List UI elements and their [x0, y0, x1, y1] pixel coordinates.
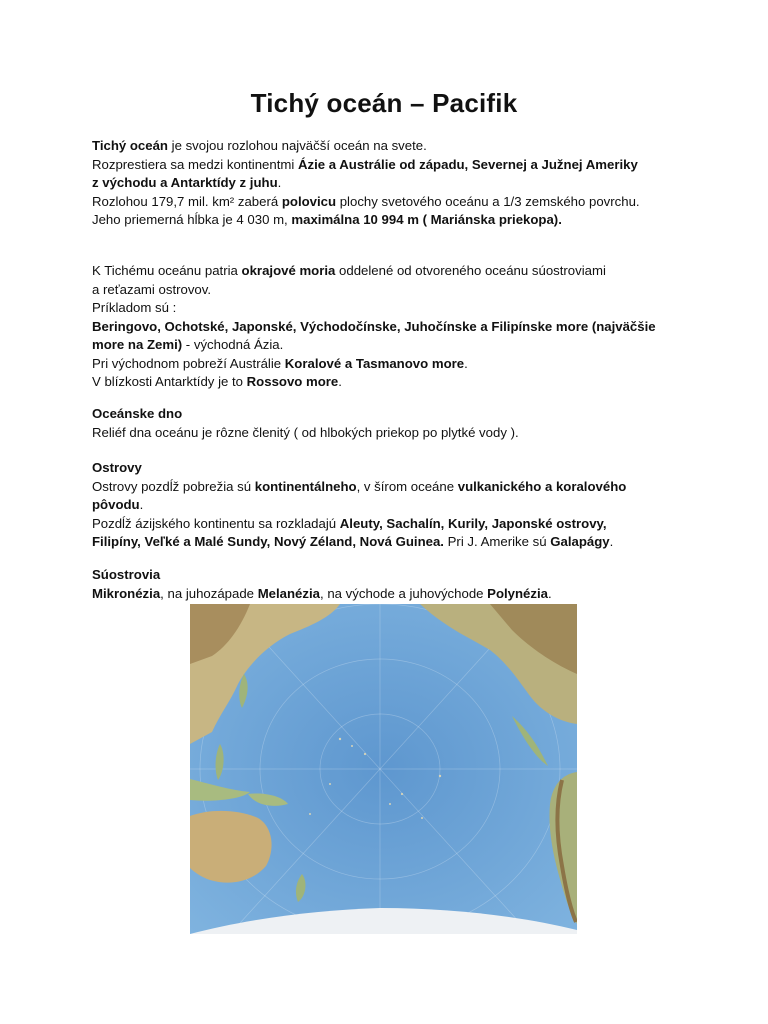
section-heading: [92, 566, 692, 585]
bold-text: kontinentálneho: [254, 478, 357, 494]
text: - východná Ázia.: [182, 337, 284, 352]
islands-line-3: [92, 515, 692, 534]
bold-text: pôvodu: [92, 497, 140, 512]
seas-line-6: [92, 355, 692, 374]
text: .: [548, 585, 552, 601]
seas-line-7: [92, 373, 692, 392]
text: V blízkosti Antarktídy je to: [92, 374, 247, 389]
pacific-relief-map: [190, 604, 577, 934]
text: .: [139, 497, 144, 512]
islands-line-1: [92, 478, 692, 497]
text: Pozdĺž ázijského kontinentu sa rozkladajú: [92, 515, 340, 531]
bold-text: vulkanického a koralového: [457, 478, 627, 494]
seas-paragraph: [92, 262, 692, 392]
text: Pri J. Amerike sú: [443, 534, 551, 549]
bold-text: Koralové a Tasmanovo more: [284, 355, 465, 371]
text: , v šírom oceáne: [356, 478, 458, 494]
seas-line-5: [92, 336, 692, 355]
intro-line-4: [92, 193, 692, 212]
bold-text: Rossovo more: [246, 374, 339, 389]
islands-section: [92, 459, 692, 552]
bold-text: Beringovo, Ochotské, Japonské, Východočínske, Juhočínske a Filipínske more (najväčšie: [92, 318, 656, 334]
intro-line-1: [92, 137, 692, 156]
text: K Tichému oceánu patria: [92, 263, 242, 278]
seas-line-4: [92, 318, 692, 337]
intro-line-2: [92, 156, 692, 175]
map-graphic: [190, 604, 577, 934]
section-heading: [92, 405, 692, 424]
seas-line-1: [92, 262, 692, 281]
bold-text: more na Zemi): [92, 337, 183, 352]
bold-text: Mikronézia: [92, 585, 161, 601]
bold-text: Súostrovia: [92, 567, 161, 582]
islands-line-2: [92, 496, 692, 515]
archipelagos-line-1: [92, 585, 692, 604]
islands-line-4: [92, 533, 692, 552]
bold-text: Melanézia: [257, 585, 320, 601]
bold-text: maximálna 10 994 m ( Mariánska priekopa).: [291, 212, 562, 227]
page-title: Tichý oceán – Pacifik: [250, 88, 518, 118]
text: je svojou rozlohou najväčší oceán na svete.: [167, 138, 427, 153]
bold-text: Ázie a Austrálie od západu, Severnej a Južnej Ameriky: [297, 156, 638, 172]
text: oddelené od otvoreného oceánu súostroviami: [335, 263, 606, 278]
text: , na východe a juhovýchode: [320, 585, 488, 601]
text: plochy svetového oceánu a 1/3 zemského povrchu.: [336, 193, 640, 209]
text: Rozprestiera sa medzi kontinentmi: [92, 156, 298, 172]
bold-text: Aleuty, Sachalín, Kurily, Japonské ostrovy,: [339, 515, 607, 531]
bold-text: Filipíny, Veľké a Malé Sundy, Nový Zéland, Nová Guinea.: [92, 534, 444, 549]
text: Ostrovy pozdĺž pobrežia sú: [92, 478, 255, 494]
text: .: [464, 355, 468, 371]
text: .: [609, 534, 614, 549]
text: , na juhozápade: [160, 585, 258, 601]
text: .: [338, 374, 342, 389]
bold-text: polovicu: [281, 193, 337, 209]
intro-line-3: [92, 174, 692, 193]
floor-section: [92, 405, 692, 442]
bold-text: Ostrovy: [92, 460, 142, 475]
bold-text: Polynézia: [487, 585, 548, 601]
bold-text: Galapágy: [550, 534, 610, 549]
text: Rozlohou 179,7 mil. km² zaberá: [92, 193, 282, 209]
intro-paragraph: [92, 137, 692, 230]
text: .: [277, 175, 282, 190]
bold-text: okrajové moria: [241, 263, 336, 278]
australia: [190, 811, 272, 883]
text: Jeho priemerná hĺbka je 4 030 m,: [92, 212, 292, 227]
bold-text: Tichý oceán: [92, 138, 168, 153]
seas-line-3: Príkladom sú :: [92, 300, 177, 315]
intro-line-5: [92, 211, 692, 230]
section-heading: [92, 459, 692, 478]
text: Pri východnom pobreží Austrálie: [92, 355, 285, 371]
floor-text: Reliéf dna oceánu je rôzne členitý ( od hlbokých priekop po plytké vody ).: [92, 424, 519, 440]
archipelagos-section: [92, 566, 692, 603]
seas-line-2: a reťazami ostrovov.: [92, 281, 212, 297]
bold-text: Oceánske dno: [92, 406, 183, 421]
bold-text: z východu a Antarktídy z juhu: [92, 175, 278, 190]
